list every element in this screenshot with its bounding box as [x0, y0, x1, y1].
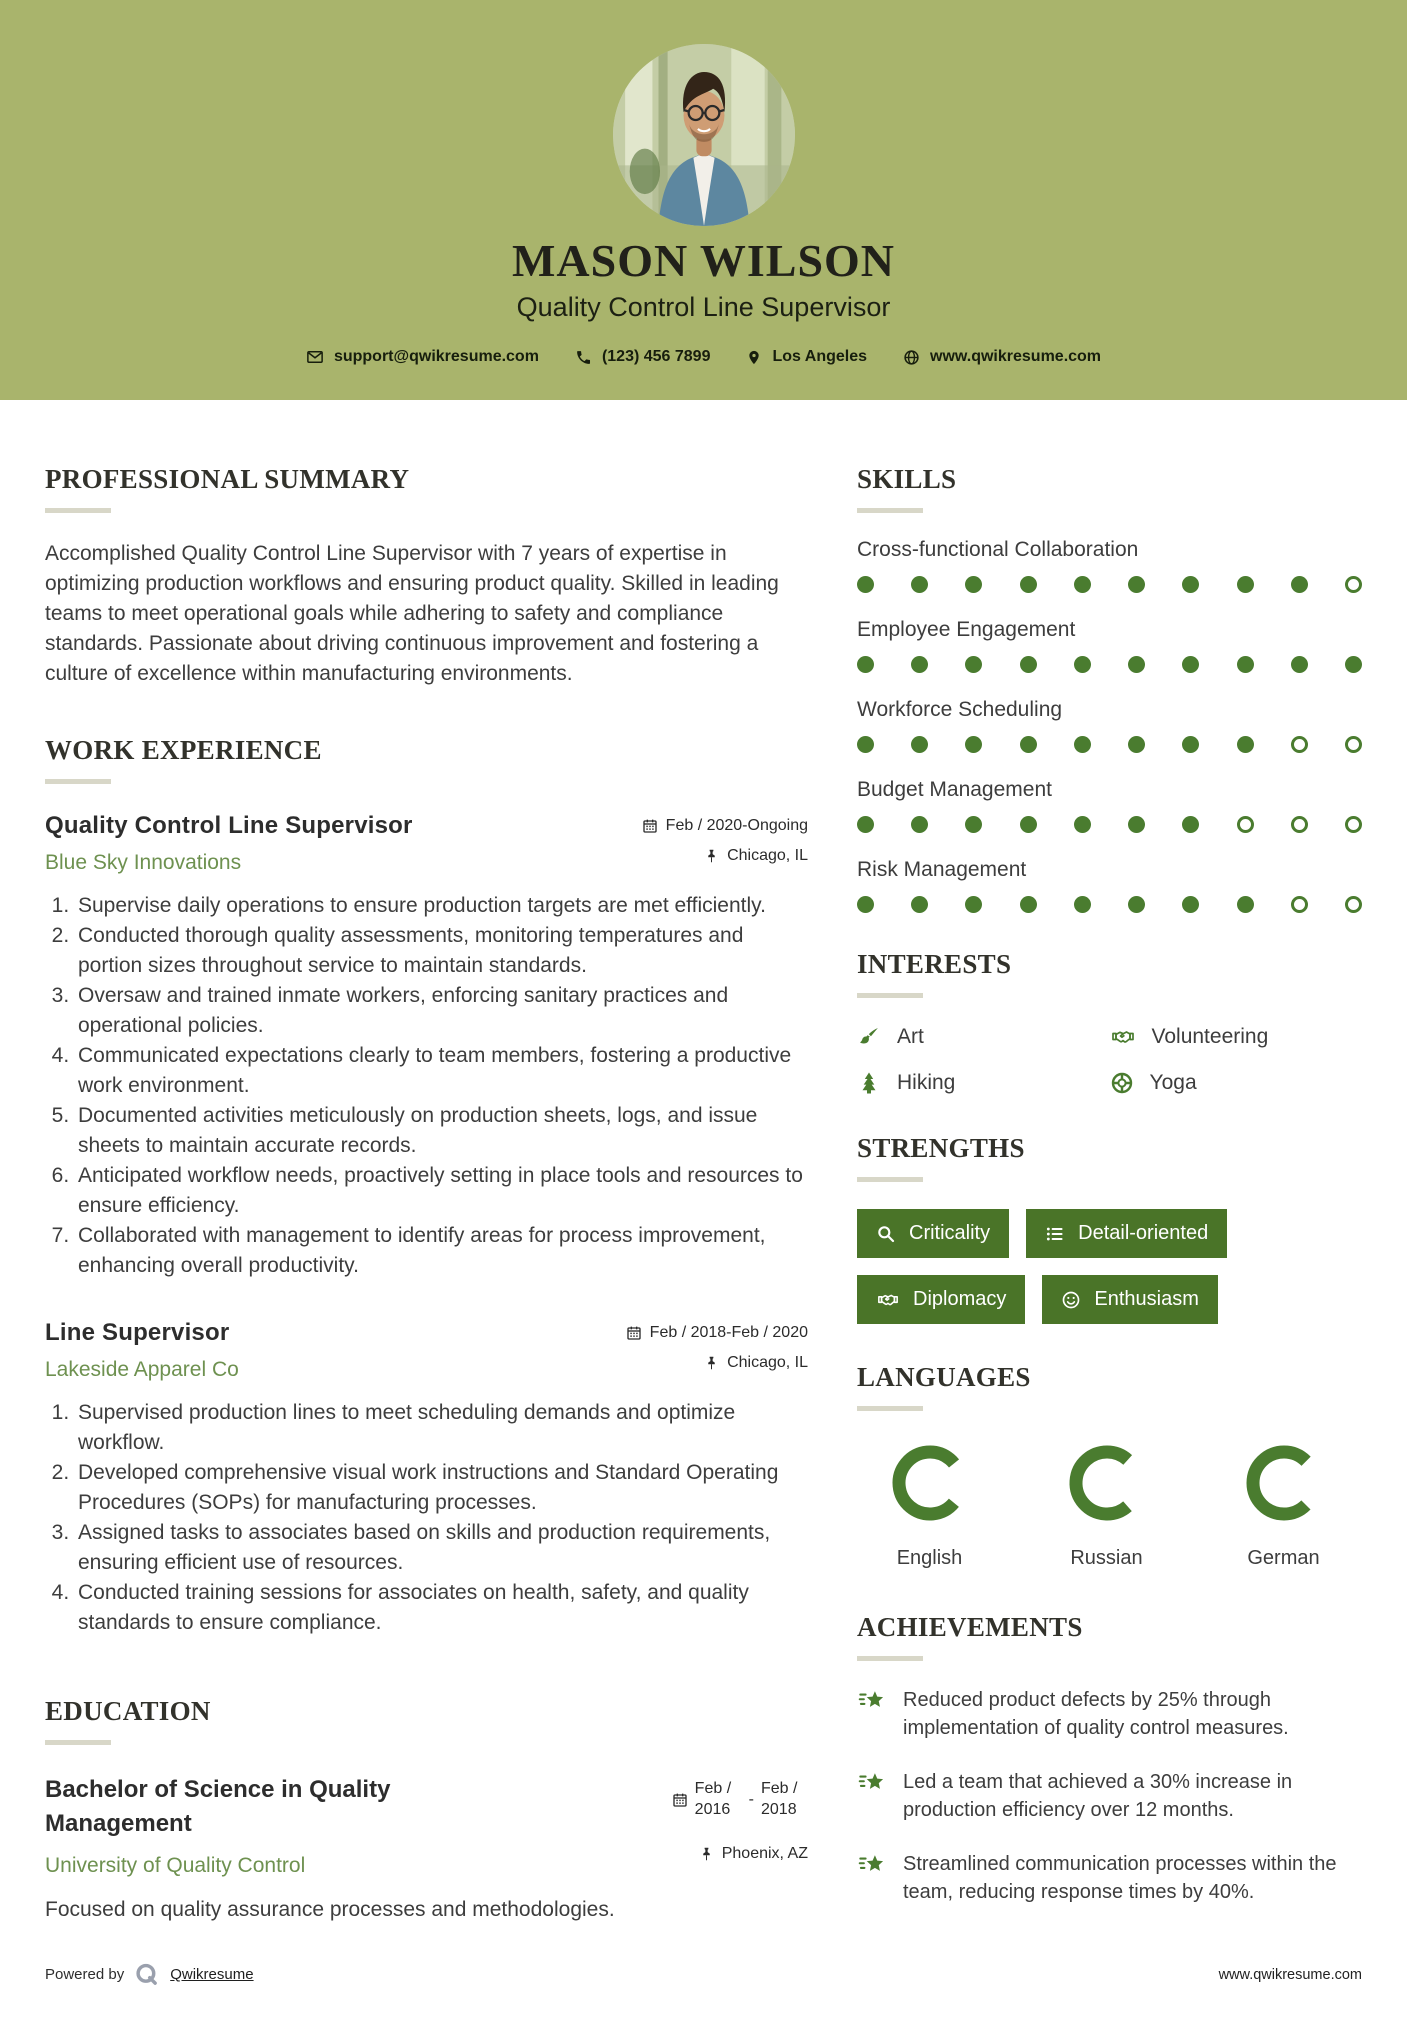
skill-dot-filled	[1237, 736, 1254, 753]
skill-dot-filled	[1182, 576, 1199, 593]
skill-name: Employee Engagement	[857, 618, 1076, 641]
skill-dot-filled	[965, 576, 982, 593]
contact-location	[746, 348, 867, 366]
job-title: Line Supervisor	[45, 1319, 230, 1347]
skill-dot-filled	[1074, 896, 1091, 913]
education-meta	[672, 1773, 808, 1877]
language-label: English	[896, 1547, 963, 1569]
skill-dot-filled	[1128, 736, 1145, 753]
interest-grid	[857, 1025, 1362, 1095]
education-location	[699, 1845, 808, 1863]
education-dates	[672, 1779, 808, 1821]
heading-underline	[857, 1656, 923, 1661]
summary-text: Accomplished Quality Control Line Supervisor with 7 years of expertise in optimizing production workflows and ensuring product quality. Skilled in leading teams to meet operational goals while adhering to safety and compliance standards. Passionate about driving continuous improvement and fostering a culture of excellence within manufacturing environments.	[45, 542, 779, 686]
section-heading: SKILLS	[857, 464, 957, 494]
section-heading: EDUCATION	[45, 1696, 211, 1727]
skill-dot-filled	[911, 576, 928, 593]
strength-label: Enthusiasm	[1094, 1288, 1199, 1310]
skill-dot-filled	[1291, 576, 1308, 593]
job-bullet: 2. Developed comprehensive visual work instructions and Standard Operating Procedures (SOPs) for manufacturing processes.	[75, 1458, 808, 1518]
calendar-icon	[626, 1325, 642, 1341]
job-bullet: 5. Documented activities meticulously on production sheets, logs, and issue sheets to maintain accurate records.	[75, 1101, 808, 1161]
skill-dot-filled	[857, 816, 874, 833]
skill-dot-empty	[1345, 816, 1362, 833]
interest-item	[857, 1071, 1110, 1095]
footer-website: www.qwikresume.com	[1218, 1966, 1362, 1983]
avatar	[613, 44, 795, 226]
strength-label: Criticality	[909, 1222, 991, 1244]
person-title: Quality Control Line Supervisor	[516, 292, 891, 322]
language-gauge	[1244, 1443, 1324, 1523]
skill-item	[857, 698, 1362, 753]
pushpin-icon	[704, 848, 719, 864]
skill-dot-filled	[857, 736, 874, 753]
skill-dot-filled	[1182, 736, 1199, 753]
skill-dot-filled	[1074, 576, 1091, 593]
profile-photo	[613, 44, 795, 226]
pushpin-icon	[704, 1355, 719, 1371]
skill-dot-filled	[911, 656, 928, 673]
education-date-end: Feb / 2018	[761, 1780, 798, 1819]
shooting-star-icon	[857, 1769, 887, 1797]
skill-dot-filled	[1020, 896, 1037, 913]
skill-dot-filled	[911, 896, 928, 913]
email-icon	[306, 348, 324, 366]
interest-label: Hiking	[897, 1071, 956, 1094]
interest-item	[1110, 1071, 1363, 1095]
section-work-experience	[45, 735, 808, 1638]
skill-dot-empty	[1345, 576, 1362, 593]
right-column	[857, 464, 1362, 1922]
skill-dot-filled	[1128, 576, 1145, 593]
strength-badge-enthusiasm	[1042, 1275, 1218, 1324]
skill-dot-filled	[965, 736, 982, 753]
section-heading: LANGUAGES	[857, 1362, 1031, 1392]
job-bullet: 4. Conducted training sessions for associates on health, safety, and quality standards to ensure compliance.	[75, 1578, 808, 1638]
contact-email	[306, 348, 539, 366]
education-location-text: Phoenix, AZ	[721, 1845, 808, 1862]
job-entry	[45, 1319, 808, 1638]
skill-dot-filled	[1020, 816, 1037, 833]
page-footer	[0, 1962, 1407, 2022]
job-bullet-list	[45, 891, 808, 1281]
skill-dot-filled	[965, 656, 982, 673]
skill-rating	[857, 816, 1362, 833]
job-bullet: 1. Supervise daily operations to ensure production targets are met efficiently.	[75, 891, 808, 921]
skill-dot-filled	[1020, 656, 1037, 673]
language-item	[1034, 1443, 1179, 1570]
achievement-text: Reduced product defects by 25% through implementation of quality control measures.	[903, 1689, 1289, 1740]
skill-name: Risk Management	[857, 858, 1027, 881]
section-achievements	[857, 1612, 1362, 1906]
smiley-icon	[1061, 1290, 1081, 1310]
heading-underline	[857, 508, 923, 513]
achievement-text: Led a team that achieved a 30% increase in production efficiency over 12 months.	[903, 1770, 1293, 1822]
skill-dot-filled	[1182, 896, 1199, 913]
heading-underline	[857, 993, 923, 998]
education-date-separator: -	[748, 1791, 754, 1809]
education-date-start: Feb / 2016	[694, 1780, 732, 1819]
degree-name: Bachelor of Science in Quality Management	[45, 1776, 391, 1837]
resume-body	[0, 400, 1407, 1962]
list-icon	[1045, 1224, 1065, 1244]
section-heading: ACHIEVEMENTS	[857, 1612, 1083, 1642]
strength-list	[857, 1209, 1362, 1324]
job-location	[704, 1354, 808, 1372]
job-meta	[626, 1319, 808, 1372]
language-gauge	[1067, 1443, 1147, 1523]
heading-underline	[45, 508, 111, 513]
skill-dot-filled	[1237, 576, 1254, 593]
skill-rating	[857, 656, 1362, 673]
job-header	[45, 1319, 808, 1382]
section-heading: WORK EXPERIENCE	[45, 735, 322, 766]
job-bullet: 1. Supervised production lines to meet scheduling demands and optimize workflow.	[75, 1398, 808, 1458]
skill-rating	[857, 736, 1362, 753]
skill-dot-filled	[857, 656, 874, 673]
skill-name: Cross-functional Collaboration	[857, 538, 1139, 561]
skill-dot-empty	[1291, 816, 1308, 833]
powered-by-text: Powered by	[45, 1966, 125, 1984]
skill-dot-filled	[965, 816, 982, 833]
job-date-text: Feb / 2018-Feb / 2020	[649, 1324, 808, 1342]
interest-item	[1110, 1025, 1363, 1049]
contact-website	[903, 348, 1101, 366]
section-heading: STRENGTHS	[857, 1133, 1025, 1163]
interest-item	[857, 1025, 1110, 1049]
pushpin-icon	[699, 1846, 714, 1862]
section-heading: INTERESTS	[857, 949, 1012, 979]
powered-by	[45, 1962, 254, 1988]
skill-dot-filled	[1128, 896, 1145, 913]
skill-name: Workforce Scheduling	[857, 698, 1063, 721]
heading-underline	[45, 1740, 111, 1745]
section-languages	[857, 1362, 1362, 1570]
job-header	[45, 812, 808, 875]
shooting-star-icon	[857, 1687, 887, 1715]
achievement-item	[857, 1850, 1362, 1907]
achievement-text: Streamlined communication processes within the team, reducing response times by 40%.	[903, 1852, 1337, 1903]
person-name: MASON WILSON	[511, 235, 896, 286]
job-bullet: 2. Conducted thorough quality assessments, monitoring temperatures and portion sizes throughout service to maintain standards.	[75, 921, 808, 981]
strength-label: Diplomacy	[913, 1288, 1007, 1310]
job-bullet: 6. Anticipated workflow needs, proactively setting in place tools and resources to ensure efficiency.	[75, 1161, 808, 1221]
job-dates	[642, 817, 808, 835]
job-title-block	[45, 812, 413, 875]
heading-underline	[857, 1406, 923, 1411]
skill-dot-filled	[1020, 736, 1037, 753]
contact-location-text: Los Angeles	[772, 348, 868, 365]
strength-badge-criticality	[857, 1209, 1009, 1258]
skill-dot-empty	[1345, 896, 1362, 913]
school-name: University of Quality Control	[45, 1853, 306, 1877]
language-label: Russian	[1070, 1547, 1143, 1569]
section-interests	[857, 949, 1362, 1095]
language-item	[1211, 1443, 1356, 1570]
skill-dot-empty	[1345, 736, 1362, 753]
education-title-block	[45, 1773, 475, 1877]
education-entry	[45, 1773, 808, 1877]
skill-dot-filled	[857, 576, 874, 593]
job-date-text: Feb / 2020-Ongoing	[665, 817, 808, 835]
magnifier-icon	[876, 1224, 896, 1244]
handshake-icon	[1110, 1025, 1136, 1049]
job-meta	[642, 812, 808, 865]
skill-rating	[857, 576, 1362, 593]
heading-underline	[45, 779, 111, 784]
handshake-icon	[876, 1289, 900, 1311]
skill-dot-filled	[1020, 576, 1037, 593]
language-list	[857, 1443, 1362, 1570]
interest-label: Art	[897, 1025, 924, 1048]
interest-label: Yoga	[1149, 1071, 1197, 1094]
job-title: Quality Control Line Supervisor	[45, 812, 413, 840]
section-education	[45, 1696, 808, 1921]
interest-label: Volunteering	[1151, 1025, 1269, 1048]
skill-name: Budget Management	[857, 778, 1052, 801]
skill-dot-filled	[1237, 896, 1254, 913]
heading-underline	[857, 1177, 923, 1182]
skill-dot-filled	[857, 896, 874, 913]
skill-item	[857, 778, 1362, 833]
job-bullet: 3. Oversaw and trained inmate workers, enforcing sanitary practices and operational policies.	[75, 981, 808, 1041]
calendar-icon	[672, 1792, 688, 1808]
job-dates	[626, 1324, 808, 1342]
skill-dot-filled	[1074, 736, 1091, 753]
contact-phone-text: (123) 456 7899	[601, 348, 711, 365]
language-gauge	[890, 1443, 970, 1523]
contact-phone	[575, 348, 711, 366]
skill-item	[857, 858, 1362, 913]
job-bullet: 3. Assigned tasks to associates based on skills and production requirements, ensuring efficient use of resources.	[75, 1518, 808, 1578]
skill-dot-filled	[1128, 816, 1145, 833]
section-skills	[857, 464, 1362, 913]
qwikresume-logo-icon	[134, 1962, 160, 1988]
contact-email-text: support@qwikresume.com	[333, 348, 539, 365]
skill-dot-filled	[1074, 816, 1091, 833]
job-company: Lakeside Apparel Co	[45, 1358, 239, 1382]
job-location	[704, 847, 808, 865]
contact-row	[306, 348, 1101, 366]
education-note: Focused on quality assurance processes and methodologies.	[45, 1897, 615, 1921]
skill-dot-filled	[911, 736, 928, 753]
shooting-star-icon	[857, 1851, 887, 1879]
qwikresume-link[interactable]: Qwikresume	[170, 1966, 254, 1984]
skill-dot-filled	[1128, 656, 1145, 673]
resume-header	[0, 0, 1407, 400]
skill-dot-filled	[1237, 656, 1254, 673]
job-bullet-list	[45, 1398, 808, 1638]
section-heading: PROFESSIONAL SUMMARY	[45, 464, 410, 494]
strength-label: Detail-oriented	[1078, 1222, 1209, 1244]
pine-tree-icon	[857, 1071, 881, 1095]
strength-badge-detail-oriented	[1026, 1209, 1227, 1258]
job-location-text: Chicago, IL	[727, 847, 808, 865]
skill-dot-filled	[1345, 656, 1362, 673]
strength-badge-diplomacy	[857, 1275, 1025, 1324]
calendar-icon	[642, 818, 658, 834]
skill-dot-filled	[1182, 656, 1199, 673]
achievement-item	[857, 1768, 1362, 1825]
contact-website-text: www.qwikresume.com	[930, 348, 1102, 365]
job-entry	[45, 812, 808, 1281]
skill-dot-filled	[1074, 656, 1091, 673]
paintbrush-icon	[857, 1025, 881, 1049]
skill-dot-filled	[965, 896, 982, 913]
globe-icon	[903, 349, 920, 366]
job-title-block	[45, 1319, 239, 1382]
language-item	[857, 1443, 1002, 1570]
skill-dot-filled	[1291, 656, 1308, 673]
skill-item	[857, 538, 1362, 593]
job-company: Blue Sky Innovations	[45, 851, 242, 875]
skill-dot-filled	[1182, 816, 1199, 833]
job-bullet: 7. Collaborated with management to identify areas for process improvement, enhancing overall productivity.	[75, 1221, 808, 1281]
skill-dot-empty	[1291, 896, 1308, 913]
skill-dot-filled	[911, 816, 928, 833]
achievement-item	[857, 1686, 1362, 1743]
left-column	[45, 464, 808, 1922]
skill-dot-empty	[1291, 736, 1308, 753]
skill-item	[857, 618, 1362, 673]
language-label: German	[1247, 1547, 1320, 1569]
job-bullet: 4. Communicated expectations clearly to team members, fostering a productive work environment.	[75, 1041, 808, 1101]
section-professional-summary	[45, 464, 808, 689]
skill-rating	[857, 896, 1362, 913]
skill-dot-empty	[1237, 816, 1254, 833]
phone-icon	[575, 349, 592, 366]
location-pin-icon	[746, 349, 762, 366]
lifebuoy-icon	[1110, 1071, 1134, 1095]
job-location-text: Chicago, IL	[727, 1354, 808, 1372]
section-strengths	[857, 1133, 1362, 1324]
